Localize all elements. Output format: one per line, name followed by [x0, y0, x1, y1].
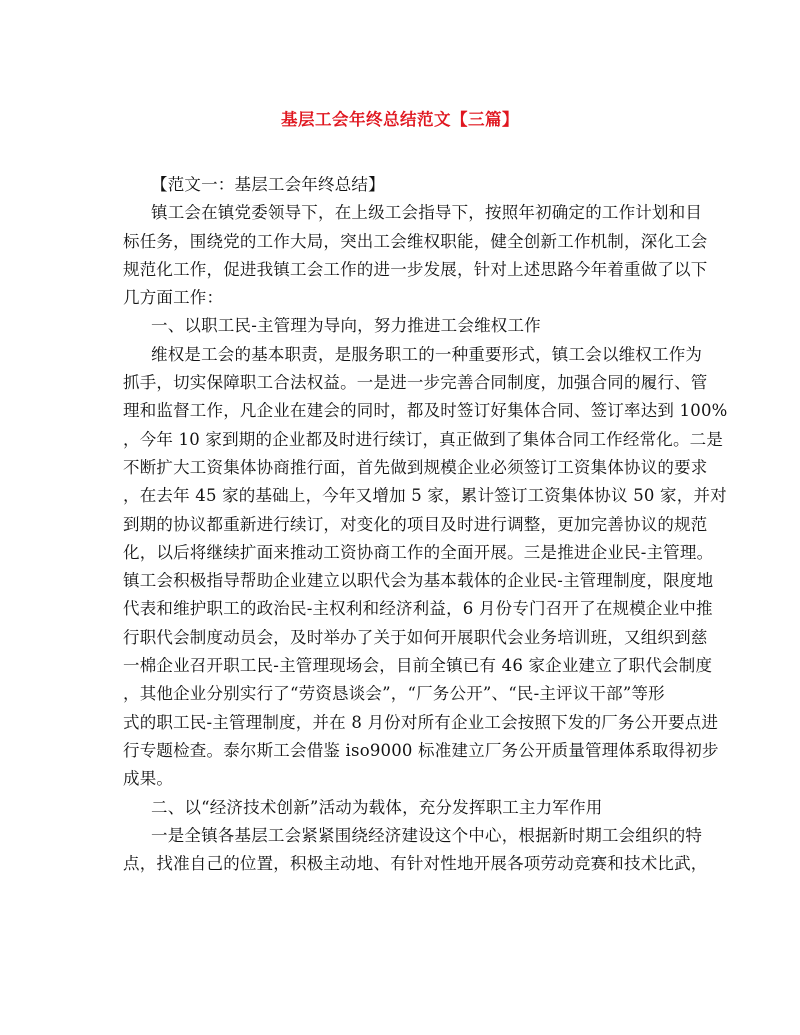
- paragraph-line: 化，以后将继续扩面来推动工资协商工作的全面开展。三是推进企业民-主管理。: [123, 542, 714, 562]
- paragraph-line: 行专题检查。泰尔斯工会借鉴 iso9000 标准建立厂务公开质量管理体系取得初步: [123, 740, 719, 760]
- paragraph-line: 标任务，围绕党的工作大局，突出工会维权职能，健全创新工作机制，深化工会: [123, 231, 708, 251]
- paragraph-rights: [123, 341, 728, 794]
- paragraph-line: 到期的协议都重新进行续订，对变化的项目及时进行调整，更加完善协议的规范: [123, 514, 708, 534]
- paragraph-line: 行职代会制度动员会，及时举办了关于如何开展职代会业务培训班，又组织到慈: [123, 627, 708, 647]
- paragraph-line: 理和监督工作，凡企业在建会的同时，都及时签订好集体合同、签订率达到 100%: [123, 401, 728, 421]
- paragraph-line: 一棉企业召开职工民-主管理现场会，目前全镇已有 46 家企业建立了职代会制度: [123, 656, 713, 676]
- paragraph-line: 式的职工民-主管理制度，并在 8 月份对所有企业工会按照下发的厂务公开要点进: [123, 712, 719, 732]
- subheading-one: 一、以职工民-主管理为导向，努力推进工会维权工作: [151, 316, 541, 336]
- paragraph-line: 镇工会积极指导帮助企业建立以职代会为基本载体的企业民-主管理制度，限度地: [123, 571, 714, 591]
- document-body: [123, 171, 728, 878]
- paragraph-line: ，其他企业分别实行了“劳资恳谈会”，“厂务公开”、“民-主评议干部”等形: [123, 684, 665, 704]
- paragraph-intro: [123, 199, 708, 312]
- paragraph-line: 抓手，切实保障职工合法权益。一是进一步完善合同制度，加强合同的履行、管: [123, 373, 708, 393]
- paragraph-line: ，今年 10 家到期的企业都及时进行续订，真正做到了集体合同工作经常化。二是: [123, 429, 724, 449]
- paragraph-innovation: [123, 822, 708, 879]
- paragraph-line: 代表和维护职工的政治民-主权利和经济利益，6 月份专门召开了在规模企业中推: [123, 599, 713, 619]
- paragraph-line: 规范化工作，促进我镇工会工作的进一步发展，针对上述思路今年着重做了以下: [123, 259, 708, 279]
- section-heading: 【范文一：基层工会年终总结】: [151, 175, 385, 194]
- paragraph-line: 维权是工会的基本职责，是服务职工的一种重要形式，镇工会以维权工作为: [151, 344, 703, 364]
- paragraph-line: 不断扩大工资集体协商推行面，首先做到规模企业必须签订工资集体协议的要求: [123, 457, 708, 477]
- paragraph-line: ，在去年 45 家的基础上，今年又增加 5 家，累计签订工资集体协议 50 家，并对: [123, 486, 727, 506]
- document-title: 基层工会年终总结范文【三篇】: [281, 110, 519, 129]
- paragraph-line: 一是全镇各基层工会紧紧围绕经济建设这个中心，根据新时期工会组织的特: [151, 825, 703, 845]
- paragraph-line: 成果。: [123, 769, 174, 789]
- subheading-two: 二、以“经济技术创新”活动为载体，充分发挥职工主力军作用: [151, 797, 603, 817]
- paragraph-line: 镇工会在镇党委领导下，在上级工会指导下，按照年初确定的工作计划和目: [151, 203, 703, 223]
- paragraph-line: 点，找准自己的位置，积极主动地、有针对性地开展各项劳动竞赛和技术比武，: [123, 854, 708, 874]
- paragraph-line: 几方面工作：: [123, 288, 224, 308]
